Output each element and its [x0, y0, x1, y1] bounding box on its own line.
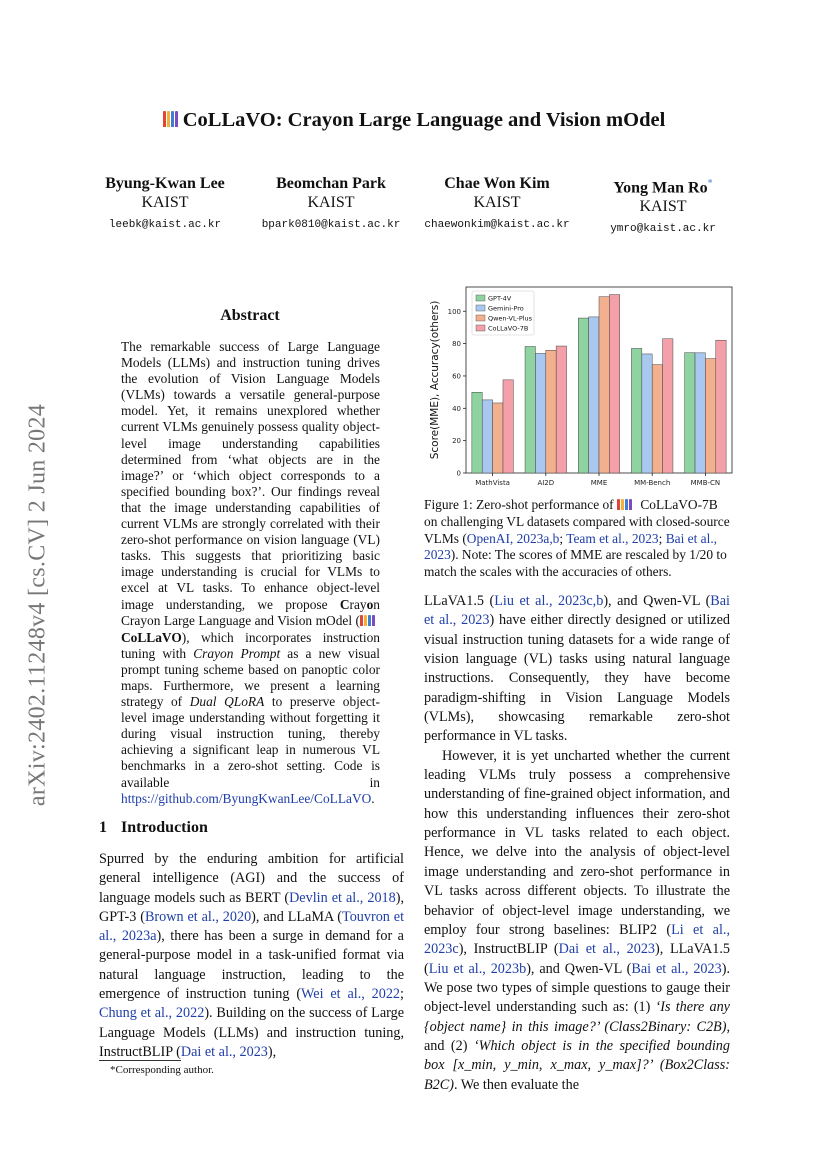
x-tick-label: MM-Bench: [634, 479, 671, 485]
legend-swatch: [476, 315, 485, 321]
author-name: Beomchan Park: [276, 175, 386, 192]
question-b2c: ‘Which object is in the specified bounding box [x_min, y_min, x_max, y_max]?’ (Box2Class: B2C): [424, 1037, 730, 1093]
footnote-rule: [99, 1060, 181, 1061]
author-email: leebk@kaist.ac.kr: [108, 219, 222, 231]
citation-link[interactable]: Li et al., 2023c: [424, 921, 730, 958]
citation-link[interactable]: Devlin et al., 2018: [289, 889, 396, 906]
title-text: CoLLaVO: Crayon Large Language and Vision mOdel: [182, 109, 666, 131]
author-affiliation: KAIST: [307, 194, 355, 211]
x-tick-label: MathVista: [475, 479, 510, 485]
bar: [705, 359, 715, 473]
bar: [695, 353, 705, 473]
y-tick-label: 0: [456, 469, 461, 478]
bar: [535, 353, 545, 473]
dual-qlora-term: Dual QLoRA: [189, 694, 265, 710]
citation-link[interactable]: Wei et al., 2022: [301, 986, 401, 1003]
crayon-logo-icon: [617, 498, 633, 514]
bar: [556, 346, 566, 473]
legend-label: Gemini-Pro: [488, 304, 524, 313]
citation-link[interactable]: Bai et al., 2023: [424, 593, 730, 629]
citation-link[interactable]: Bai et al., 2023: [631, 960, 722, 977]
citation-link[interactable]: Chung et al., 2022: [99, 1005, 205, 1022]
abstract-body: The remarkable success of Large Language Models (LLMs) and instruction tuning drives the evolution of Vision Language Models (VLMs) towards a versatile general-purpose model. Yet, it remains unexplored whether current VLMs genuinely possess quality object-level image understanding capabilities determined from ‘what objects are in the image?’ or ‘which object corresponds to a specified bounding box?’. Our findings reveal that the image understanding capabilities of current VLMs are strongly correlated with their zero-shot performance on vision language (VL) tasks. This suggests that prioritizing basic image understanding is crucial for VLMs to excel at VL tasks. To enhance object-level image understanding, we propose Crayon Crayon Large Language and Vision mOdel (CoLLaVO), which incorporates instruction tuning with Crayon Prompt as a new visual prompt tuning scheme based on panoptic color maps. Furthermore, we present a learning strategy of Dual QLoRA to preserve object-level image understanding without forgetting it during visual instruction tuning, thereby achieving a significant leap in numerous VL benchmarks in a zero-shot setting. Code is available in https://github.com/ByungKwanLee/CoLLaVO.: [121, 339, 380, 806]
legend-label: Qwen-VL-Plus: [488, 314, 533, 323]
y-tick-label: 40: [452, 404, 461, 413]
citation-link[interactable]: Liu et al., 2023b: [428, 960, 527, 977]
citation-link[interactable]: Bai et al., 2023: [424, 530, 718, 563]
citation-link[interactable]: Dai et al., 2023: [180, 1043, 268, 1060]
citation-link[interactable]: Touvron et al., 2023a: [99, 908, 405, 945]
citation-link[interactable]: Dai et al., 2023: [558, 941, 656, 958]
x-tick-label: MME: [590, 479, 608, 485]
bar: [546, 350, 556, 473]
paper-title: [0, 109, 828, 133]
legend-label: GPT-4V: [488, 294, 512, 303]
bar: [589, 317, 599, 473]
x-tick-label: MMB-CN: [690, 479, 721, 485]
intro-right-column: LLaVA1.5 (Liu et al., 2023c,b), and Qwen-VL (Bai et al., 2023) have either directly designed or utilized visual instruction tuning datasets for a wide range of vision language (VL) tasks using natural language instructions. Consequently, they have become paradigm-shifting in Vision Language Models (VLMs), showcasing remarkable zero-shot performance in VL tasks. However, it is yet uncharted whether the current leading VLMs truly possess a comprehensive understanding of fine-grained object information, and how this understanding influences their zero-shot performance in VL tasks related to each object. Hence, we delve into the analysis of object-level image understanding and zero-shot performance in VL tasks across different objects. To illustrate the behavior of object-level image understanding, we employ four strong baselines: BLIP2 (Li et al., 2023c), InstructBLIP (Dai et al., 2023), LLaVA1.5 (Liu et al., 2023b), and Qwen-VL (Bai et al., 2023). We pose two types of simple questions to gauge their object-level understanding such as: (1) ‘Is there any {object name} in this image?’ (Class2Binary: C2B), and (2) ‘Which object is in the specified bounding box [x_min, y_min, x_max, y_max]?’ (Box2Class: B2C). We then evaluate the: [424, 593, 730, 1093]
citation-link[interactable]: Brown et al., 2020: [144, 908, 252, 925]
bar: [663, 339, 673, 473]
bar: [716, 340, 726, 473]
crayon-prompt-term: Crayon Prompt: [193, 645, 281, 661]
bar: [685, 353, 695, 473]
y-tick-label: 60: [452, 372, 461, 381]
crayon-logo-icon: [163, 110, 179, 133]
intro-left-column: Spurred by the enduring ambition for artificial general intelligence (AGI) and the success of language models such as BERT (Devlin et al., 2018), GPT-3 (Brown et al., 2020), and LLaMA (Touvron et al., 2023a), there has been a surge in demand for a general-purpose model in a task-unified format via natural language instruction, leading to the emergence of instruction tuning (Wei et al., 2022; Chung et al., 2022). Building on the success of Large Language Models (LLMs) and instruction tuning, InstructBLIP (Dai et al., 2023),: [99, 851, 405, 1060]
bar: [609, 295, 619, 473]
footnote: *Corresponding author.: [110, 1064, 214, 1076]
author-name: Byung-Kwan Lee: [105, 175, 225, 192]
bar: [525, 347, 535, 473]
legend-swatch: [476, 325, 485, 331]
author-email: ymro@kaist.ac.kr: [610, 223, 716, 236]
corresponding-mark: *: [707, 178, 713, 189]
arxiv-identifier: arXiv:2402.11248v4 [cs.CV] 2 Jun 2024: [24, 403, 51, 807]
bar: [642, 354, 652, 473]
author-email: chaewonkim@kaist.ac.kr: [424, 219, 570, 231]
citation-link[interactable]: Liu et al., 2023c,b: [494, 593, 604, 609]
code-url-link[interactable]: https://github.com/ByungKwanLee/CoLLaVO: [121, 790, 372, 806]
y-tick-label: 20: [452, 437, 461, 446]
legend-label: CoLLaVO-7B: [488, 324, 529, 333]
citation-link[interactable]: OpenAI, 2023a,b: [466, 530, 560, 546]
author-4: [563, 174, 763, 235]
model-name: CoLLaVO: [121, 629, 182, 645]
bar: [493, 403, 503, 473]
bar: [578, 318, 588, 473]
y-tick-label: 80: [452, 340, 461, 349]
figure-caption: Figure 1: Zero-shot performance of CoLLaVO-7B on challenging VL datasets compared with closed-source VLMs (OpenAI, 2023a,b; Team et al., 2023; Bai et al., 2023). Note: The scores of MME are rescaled by 1/20 to match the scales with the accuracies of others.: [424, 497, 730, 579]
bar: [503, 380, 513, 473]
author-affiliation: KAIST: [473, 194, 521, 211]
author-name: Yong Man Ro*: [613, 178, 713, 197]
bar: [652, 365, 662, 473]
model-full-name: Crayon Large Language and Vision mOdel (: [121, 612, 360, 628]
bar: [482, 400, 492, 473]
author-email: bpark0810@kaist.ac.kr: [261, 219, 401, 231]
author-affiliation: KAIST: [141, 194, 189, 211]
author-affiliation: KAIST: [639, 198, 687, 216]
author-name: Chae Won Kim: [444, 175, 550, 192]
bar: [472, 392, 482, 473]
y-tick-label: 100: [447, 307, 461, 316]
crayon-logo-icon: [360, 614, 376, 630]
section-heading-introduction: 1 Introduction: [99, 819, 208, 836]
question-c2b: ‘Is there any {object name} in this image?’ (Class2Binary: C2B): [424, 999, 730, 1035]
y-axis-label: Score(MME), Accuracy(others): [429, 300, 441, 460]
x-tick-label: AI2D: [537, 479, 555, 485]
abstract-heading: Abstract: [220, 307, 280, 324]
legend-swatch: [476, 295, 485, 301]
bar: [599, 297, 609, 473]
zero-shot-bar-chart: [426, 285, 734, 485]
legend-swatch: [476, 305, 485, 311]
bar: [631, 348, 641, 473]
citation-link[interactable]: Team et al., 2023: [566, 530, 659, 546]
